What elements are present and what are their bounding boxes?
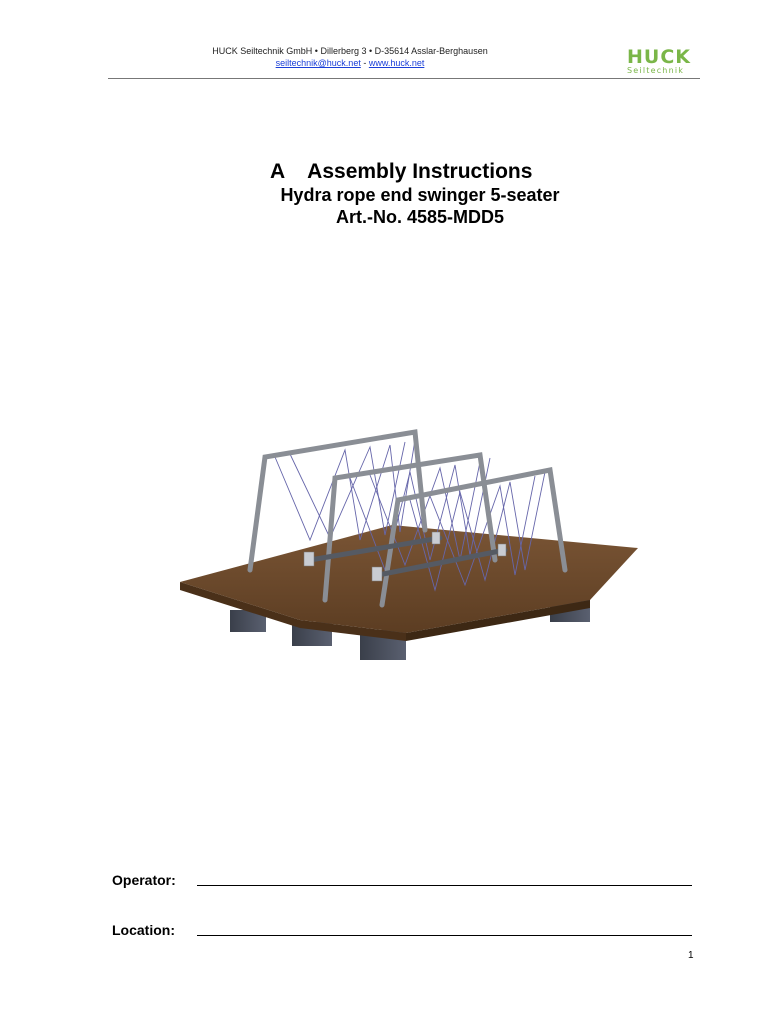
email-link[interactable]: seiltechnik@huck.net (275, 58, 361, 68)
operator-field[interactable] (197, 885, 692, 886)
section-heading: Assembly Instructions (307, 160, 533, 183)
header-rule (108, 78, 700, 79)
logo-subtitle: Seiltechnik (627, 66, 685, 75)
operator-row (112, 868, 692, 888)
product-name: Hydra rope end swinger 5-seater (280, 185, 560, 205)
website-link[interactable]: www.huck.net (368, 58, 425, 68)
header-contact (0, 58, 700, 68)
document-title (270, 160, 532, 184)
company-logo (627, 48, 697, 76)
contact-separator: - (360, 58, 369, 68)
location-row (112, 918, 692, 938)
logo-name: HUCK (627, 46, 691, 68)
location-field[interactable] (197, 935, 692, 936)
location-label: Location: (112, 922, 175, 938)
page-number: 1 (688, 950, 694, 961)
article-number: Art.-No. 4585-MDD5 (335, 207, 505, 227)
section-letter: A (270, 160, 286, 183)
header-address: HUCK Seiltechnik GmbH • Dillerberg 3 • D-35614 Asslar-Berghausen (212, 46, 488, 56)
product-illustration (170, 420, 650, 670)
operator-label: Operator: (112, 872, 176, 888)
